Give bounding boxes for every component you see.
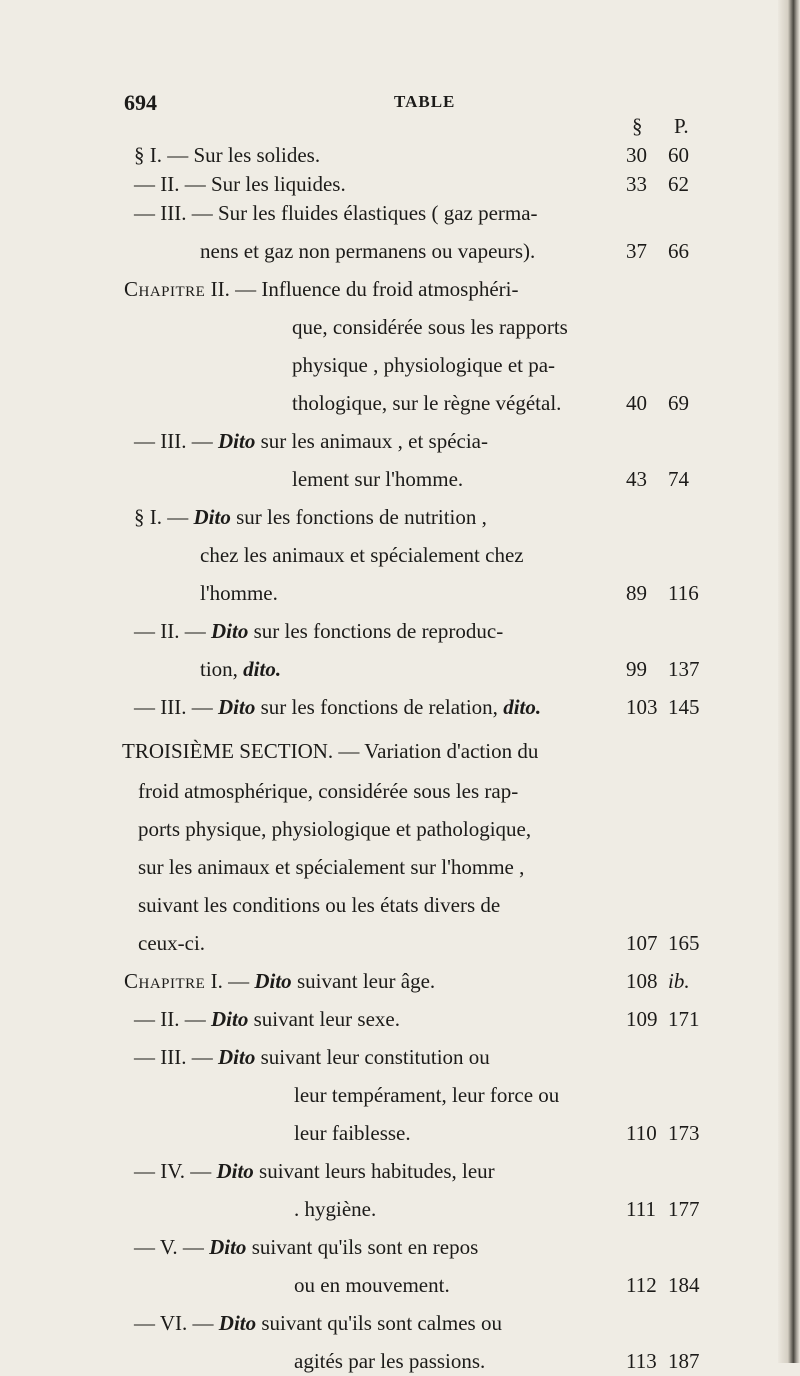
entry-text-part: sur les fonctions de relation, — [255, 695, 504, 719]
entry-text — [200, 237, 535, 266]
entry-text-part: suivant leur constitution ou — [255, 1045, 490, 1069]
page-number-ref: 60 — [668, 143, 689, 167]
entry-text-part: dito. — [503, 695, 542, 719]
page-number-ref: 62 — [668, 172, 689, 196]
entry-text-part: sur les fonctions de reproduc- — [248, 619, 504, 643]
toc-entry — [0, 275, 800, 304]
toc-entry — [0, 1271, 800, 1300]
entry-text-part: leur tempérament, leur force ou — [294, 1083, 560, 1107]
entry-text — [200, 655, 281, 684]
page-number-ref: 165 — [668, 931, 700, 955]
entry-text-part: Chapitre — [124, 277, 206, 301]
section-number: 112 — [626, 1273, 657, 1297]
entry-text-part: ceux-ci. — [138, 931, 206, 955]
entry-text — [200, 541, 524, 570]
entry-text-part: — IV. — — [134, 1159, 217, 1183]
toc-entry — [0, 853, 800, 882]
toc-entry — [0, 427, 800, 456]
entry-text-part: — III. — — [134, 1045, 218, 1069]
entry-text-part: chez les animaux et spécialement chez — [200, 543, 524, 567]
entry-text-part: . hygiène. — [294, 1197, 377, 1221]
page-number-ref: 69 — [668, 391, 689, 415]
toc-entry — [0, 777, 800, 806]
entry-text-part: sur les fonctions de nutrition , — [230, 505, 487, 529]
toc-entry — [0, 1309, 800, 1338]
entry-text-part: § I. — Sur les solides. — [134, 143, 321, 167]
entry-text-part: froid atmosphérique, considérée sous les rap- — [138, 779, 519, 803]
page-number-ref: 74 — [668, 467, 689, 491]
toc-entry — [0, 655, 800, 684]
entry-text-part: ports physique, physiologique et pathologique, — [138, 817, 532, 841]
toc-entry — [0, 141, 800, 170]
page-number-ref: 145 — [668, 695, 700, 719]
entry-text-part: physique , physiologique et pa- — [292, 353, 556, 377]
toc-entry — [0, 1043, 800, 1072]
entry-text — [134, 617, 503, 646]
entry-text-part: Dito — [218, 1311, 257, 1335]
toc-entry — [0, 389, 800, 418]
entry-text-part: lement sur l'homme. — [292, 467, 464, 491]
section-number: 30 — [626, 143, 647, 167]
entry-text — [134, 693, 541, 722]
entry-text — [294, 1271, 450, 1300]
toc-entry — [0, 199, 800, 228]
entry-text-part: tion, — [200, 657, 244, 681]
section-number: 110 — [626, 1121, 657, 1145]
entry-text — [134, 141, 320, 170]
entry-text-part: dito. — [243, 657, 282, 681]
entry-text-part: I. — — [205, 969, 255, 993]
entry-text — [138, 815, 531, 844]
entry-text-part: — VI. — — [134, 1311, 219, 1335]
entry-text — [292, 389, 561, 418]
entry-text-part: — III. — — [134, 695, 218, 719]
section-number: 111 — [626, 1197, 656, 1221]
toc-entry — [0, 693, 800, 722]
entry-text — [134, 1005, 400, 1034]
entry-text — [294, 1081, 559, 1110]
entry-text-part: thologique, sur le règne végétal. — [292, 391, 562, 415]
page-number-ref: 137 — [668, 657, 700, 681]
section-number: 99 — [626, 657, 647, 681]
page-number-ref: 171 — [668, 1007, 700, 1031]
toc-entry — [0, 1005, 800, 1034]
toc-entry — [0, 579, 800, 608]
entry-text-part: suivant leurs habitudes, leur — [253, 1159, 495, 1183]
page-column-header: P. — [674, 114, 689, 138]
section-number: 109 — [626, 1007, 658, 1031]
entry-text-part: Dito — [193, 505, 231, 529]
entry-text — [292, 465, 463, 494]
entry-text — [134, 1157, 495, 1186]
section-number: 89 — [626, 581, 647, 605]
toc-entry — [0, 1081, 800, 1110]
toc-entry — [0, 737, 800, 766]
toc-entry — [0, 170, 800, 199]
entry-text — [200, 579, 278, 608]
running-title: TABLE — [394, 92, 456, 111]
toc-entry — [0, 1195, 800, 1224]
toc-entry — [0, 237, 800, 266]
toc-entry — [0, 351, 800, 380]
entry-text — [138, 853, 524, 882]
entry-text-part: Dito — [211, 1007, 249, 1031]
entry-text — [134, 503, 487, 532]
page-number-ref: 184 — [668, 1273, 700, 1297]
entry-text-part: que, considérée sous les rapports — [292, 315, 568, 339]
entry-text-part: suivant qu'ils sont en repos — [246, 1235, 479, 1259]
page-number: 694 — [124, 90, 157, 115]
section-number: 113 — [626, 1349, 657, 1373]
toc-entry — [0, 617, 800, 646]
entry-text-part: Dito — [217, 1045, 256, 1069]
entry-text-part: suivant leur sexe. — [248, 1007, 400, 1031]
entry-text — [294, 1119, 411, 1148]
toc-entry — [0, 815, 800, 844]
entry-text — [124, 967, 435, 996]
entry-text-part: agités par les passions. — [294, 1349, 486, 1373]
entry-text-part: Dito — [209, 1235, 247, 1259]
entry-text — [294, 1347, 485, 1376]
toc-entry — [0, 313, 800, 342]
entry-text-part: Dito — [217, 695, 256, 719]
entry-text — [134, 199, 538, 228]
entry-text — [292, 313, 568, 342]
entry-text-part: l'homme. — [200, 581, 278, 605]
entry-text-part: Chapitre — [124, 969, 206, 993]
page-number-ref: ib. — [668, 969, 690, 993]
entry-text-part: nens et gaz non permanens ou vapeurs). — [200, 239, 536, 263]
entry-text — [122, 737, 538, 766]
column-headers — [0, 112, 800, 141]
section-number: 33 — [626, 172, 647, 196]
section-number: 103 — [626, 695, 658, 719]
toc-entry — [0, 929, 800, 958]
entry-text — [294, 1195, 376, 1224]
entry-text — [134, 1043, 490, 1072]
entry-text-part: Dito — [216, 1159, 254, 1183]
entry-text-part: leur faiblesse. — [294, 1121, 411, 1145]
entry-text-part: Dito — [254, 969, 292, 993]
entry-text — [134, 1309, 502, 1338]
toc-entry — [0, 465, 800, 494]
section-number: 43 — [626, 467, 647, 491]
entry-text-part: Dito — [217, 429, 256, 453]
page-number-ref: 187 — [668, 1349, 700, 1373]
entry-text-part: suivant qu'ils sont calmes ou — [256, 1311, 502, 1335]
page-number-ref: 116 — [668, 581, 699, 605]
section-column-header: § — [632, 114, 643, 138]
entry-text — [134, 427, 488, 456]
entry-text — [138, 891, 500, 920]
section-number: 37 — [626, 239, 647, 263]
entry-text-part: — III. — Sur les fluides élastiques ( gaz perma- — [134, 201, 538, 225]
section-number: 108 — [626, 969, 658, 993]
entry-text-part: Dito — [211, 619, 249, 643]
entry-text-part: TROISIÈME SECTION. — Variation d'action du — [122, 739, 539, 763]
page-number-ref: 177 — [668, 1197, 700, 1221]
toc-entry — [0, 967, 800, 996]
entry-text-part: — V. — — [134, 1235, 210, 1259]
entry-text-part: sur les animaux , et spécia- — [255, 429, 488, 453]
entry-text — [134, 1233, 478, 1262]
entry-text-part: sur les animaux et spécialement sur l'homme , — [138, 855, 525, 879]
entry-text — [138, 929, 205, 958]
entry-text-part: suivant leur âge. — [291, 969, 436, 993]
entry-text — [124, 275, 519, 304]
entry-text-part: — III. — — [134, 429, 218, 453]
entry-text-part: — II. — — [134, 1007, 211, 1031]
entry-text — [138, 777, 518, 806]
entry-text-part: suivant les conditions ou les états divers de — [138, 893, 501, 917]
entry-text — [292, 351, 555, 380]
entry-text — [134, 170, 346, 199]
page-number-ref: 173 — [668, 1121, 700, 1145]
page-number-ref: 66 — [668, 239, 689, 263]
toc-entry — [0, 1347, 800, 1376]
entry-text-part: ou en mouvement. — [294, 1273, 450, 1297]
entry-text-part: II. — Influence du froid atmosphéri- — [205, 277, 519, 301]
toc-entry — [0, 503, 800, 532]
toc-entry — [0, 1233, 800, 1262]
section-number: 40 — [626, 391, 647, 415]
toc-entry — [0, 891, 800, 920]
toc-entry — [0, 1157, 800, 1186]
table-of-contents — [0, 112, 800, 1373]
entry-text-part: — II. — Sur les liquides. — [134, 172, 346, 196]
entry-text-part: — II. — — [134, 619, 211, 643]
entry-text-part: § I. — — [134, 505, 194, 529]
section-number: 107 — [626, 931, 658, 955]
toc-entry — [0, 1119, 800, 1148]
toc-entry — [0, 541, 800, 570]
